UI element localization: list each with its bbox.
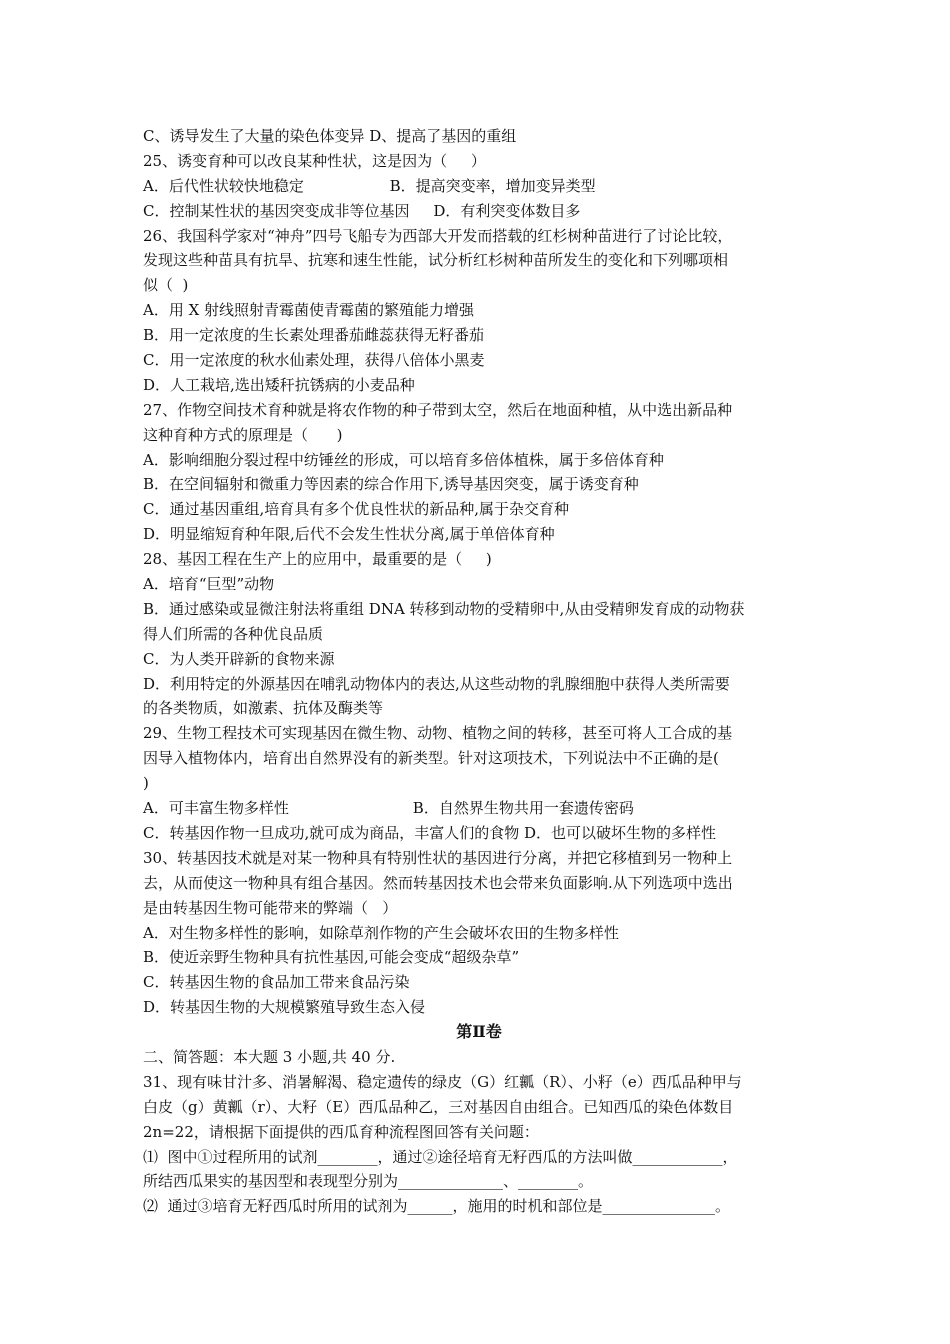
text-line: A．可丰富生物多样性 B．自然界生物共用一套遗传密码 xyxy=(143,799,634,818)
question-26-stem: 26、我国科学家对“神舟”四号飞船专为西部大开发而搭载的红杉树种苗进行了讨论比较， xyxy=(143,226,733,245)
sub-question-1: ⑴ 图中①过程所用的试剂________，通过②途径培育无籽西瓜的方法叫做____________， xyxy=(143,1147,738,1166)
text-line: C．为人类开辟新的食物来源 xyxy=(143,649,335,668)
sub-question-2: ⑵ 通过③培育无籽西瓜时所用的试剂为______，施用的时机和部位是_______________。 xyxy=(143,1197,731,1216)
text-line: 去，从而使这一物种具有组合基因。然而转基因技术也会带来负面影响.从下列选项中选出 xyxy=(143,873,733,892)
text-line: ) xyxy=(143,774,149,793)
text-line: D．利用特定的外源基因在哺乳动物体内的表达,从这些动物的乳腺细胞中获得人类所需要 xyxy=(143,674,730,693)
text-line: 的各类物质，如激素、抗体及酶类等 xyxy=(143,699,384,718)
text-line: A．用 X 射线照射青霉菌使青霉菌的繁殖能力增强 xyxy=(143,301,475,320)
question-31-stem: 31、现有味甘汁多、消暑解渴、稳定遗传的绿皮（G）红瓤（R）、小籽（e）西瓜品种甲与 xyxy=(143,1072,742,1091)
text-line: A．后代性状较快地稳定 B．提高突变率，增加变异类型 xyxy=(143,176,596,195)
text-line: D．明显缩短育种年限,后代不会发生性状分离,属于单倍体育种 xyxy=(143,525,555,544)
text-line: D．转基因生物的大规模繁殖导致生态入侵 xyxy=(143,998,426,1017)
text-line: 所结西瓜果实的基因型和表现型分别为______________、________。 xyxy=(143,1172,594,1191)
text-line: B．用一定浓度的生长素处理番茄雌蕊获得无籽番茄 xyxy=(143,326,485,345)
text-line: B．通过感染或显微注射法将重组 DNA 转移到动物的受精卵中,从由受精卵发育成的动物获 xyxy=(143,599,745,618)
text-line: C．转基因生物的食品加工带来食品污染 xyxy=(143,973,410,992)
text-line: 是由转基因生物可能带来的弊端（ ） xyxy=(143,898,398,917)
text-line: 似（ ) xyxy=(143,276,189,295)
text-line: 白皮（g）黄瓤（r）、大籽（E）西瓜品种乙，三对基因自由组合。已知西瓜的染色体数目 xyxy=(143,1097,734,1116)
section-instructions: 二、简答题：本大题 3 小题,共 40 分. xyxy=(143,1047,396,1066)
text-line: 这种育种方式的原理是（ ) xyxy=(143,425,343,444)
text-line: A．培育“巨型”动物 xyxy=(143,575,275,594)
question-30-stem: 30、转基因技术就是对某一物种具有特别性状的基因进行分离，并把它移植到另一物种上 xyxy=(143,848,733,867)
text-line: C、诱导发生了大量的染色体变异 D、提高了基因的重组 xyxy=(143,127,517,145)
section-heading: 第Ⅱ卷 xyxy=(456,1022,502,1042)
text-line: D．人工栽培,选出矮秆抗锈病的小麦品种 xyxy=(143,375,415,394)
question-29-stem: 29、生物工程技术可实现基因在微生物、动物、植物之间的转移，甚至可将人工合成的基 xyxy=(143,724,733,743)
text-line: 发现这些种苗具有抗旱、抗寒和速生性能，试分析红杉树种苗所发生的变化和下列哪项相 xyxy=(143,251,729,270)
question-27-stem: 27、作物空间技术育种就是将农作物的种子带到太空，然后在地面种植，从中选出新品种 xyxy=(143,400,733,419)
text-line: C．控制某性状的基因突变成非等位基因 D．有利突变体数目多 xyxy=(143,201,581,220)
question-25-stem: 25、诱变育种可以改良某种性状，这是因为（ ） xyxy=(143,151,486,170)
text-line: C．用一定浓度的秋水仙素处理，获得八倍体小黑麦 xyxy=(143,351,485,370)
text-line: 得人们所需的各种优良品质 xyxy=(143,624,324,643)
text-line: 因导入植物体内，培育出自然界没有的新类型。针对这项技术，下列说法中不正确的是( xyxy=(143,749,719,768)
text-line: B．使近亲野生物种具有抗性基因,可能会变成“超级杂草” xyxy=(143,948,520,967)
text-line: B．在空间辐射和微重力等因素的综合作用下,诱导基因突变，属于诱变育种 xyxy=(143,475,639,494)
text-line: A．影响细胞分裂过程中纺锤丝的形成，可以培育多倍体植株，属于多倍体育种 xyxy=(143,450,664,469)
question-28-stem: 28、基因工程在生产上的应用中，最重要的是（ ) xyxy=(143,550,492,569)
text-line: C．转基因作物一旦成功,就可成为商品，丰富人们的食物 D．也可以破坏生物的多样性 xyxy=(143,823,717,842)
text-line: C．通过基因重组,培育具有多个优良性状的新品种,属于杂交育种 xyxy=(143,500,570,519)
document-body xyxy=(143,124,815,1219)
text-line: A．对生物多样性的影响，如除草剂作物的产生会破坏农田的生物多样性 xyxy=(143,923,619,942)
text-line: 2n=22，请根据下面提供的西瓜育种流程图回答有关问题： xyxy=(143,1122,539,1141)
